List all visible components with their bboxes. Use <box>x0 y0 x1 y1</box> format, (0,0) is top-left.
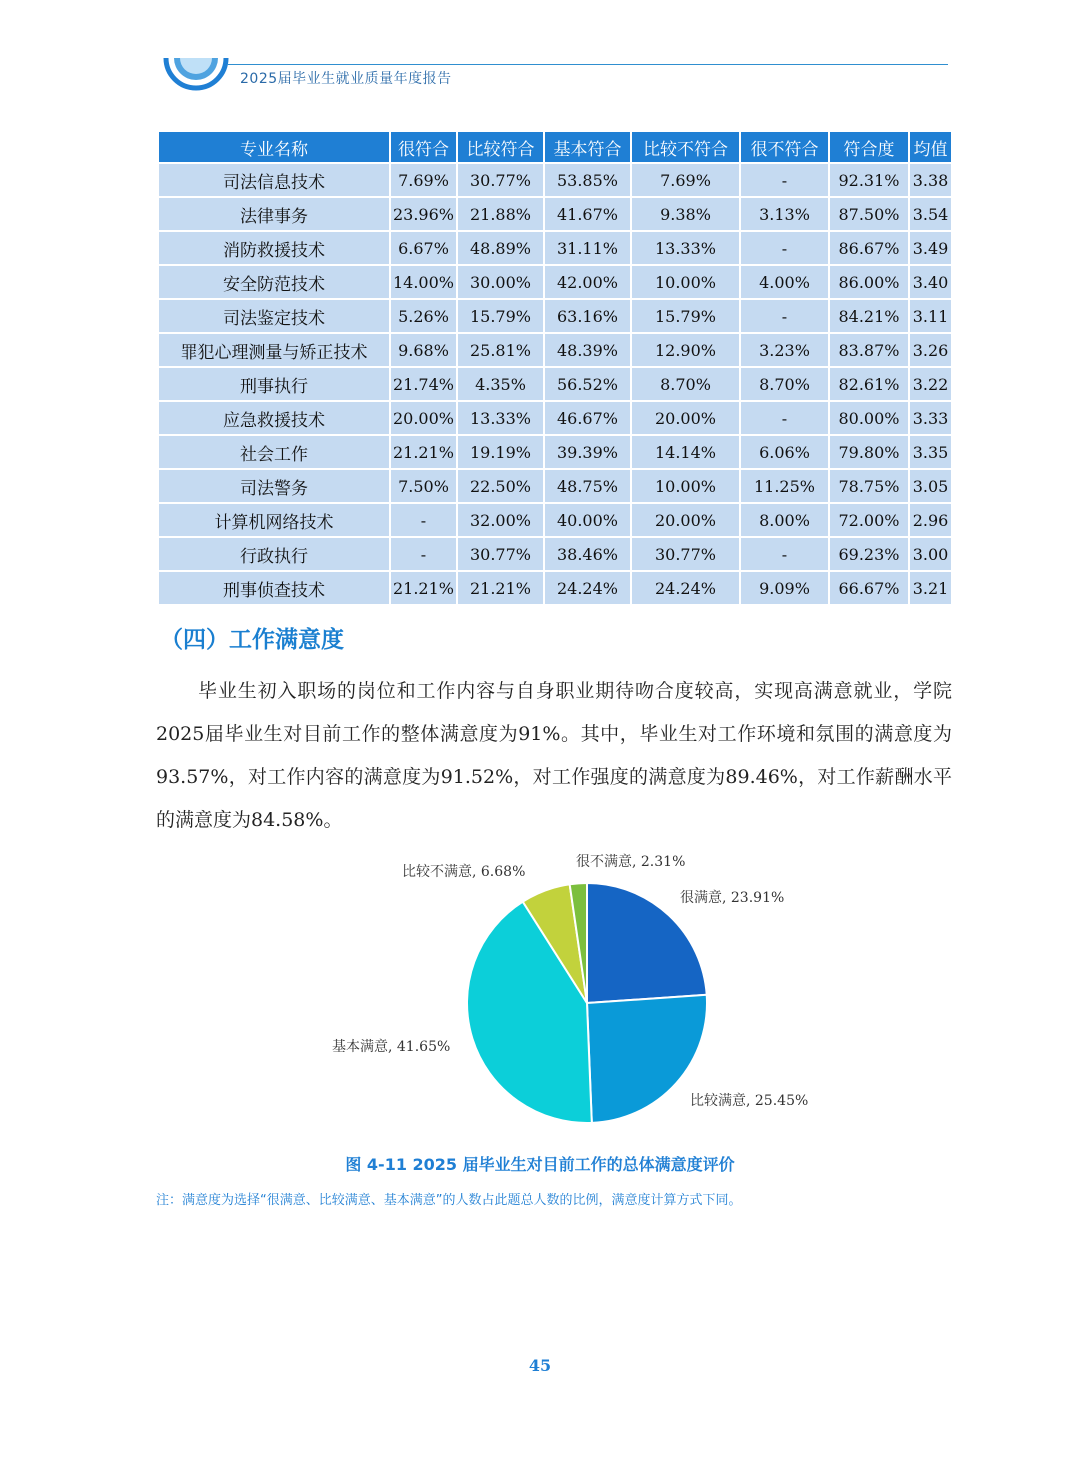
value-cell: 10.00% <box>632 266 739 298</box>
major-name-cell: 计算机网络技术 <box>159 504 389 536</box>
report-logo-icon <box>160 38 230 98</box>
value-cell: 4.00% <box>741 266 828 298</box>
satisfaction-pie-chart <box>320 848 840 1148</box>
value-cell: 20.00% <box>632 504 739 536</box>
major-name-cell: 司法警务 <box>159 470 389 502</box>
value-cell: 21.88% <box>458 198 543 230</box>
major-match-table <box>157 130 953 606</box>
value-cell: 14.00% <box>391 266 456 298</box>
value-cell: 41.67% <box>545 198 630 230</box>
value-cell: 3.33 <box>910 402 951 434</box>
pie-slice-2 <box>587 995 707 1123</box>
value-cell: 5.26% <box>391 300 456 332</box>
value-cell: 3.05 <box>910 470 951 502</box>
value-cell: - <box>741 164 828 196</box>
major-name-cell: 消防救援技术 <box>159 232 389 264</box>
value-cell: 23.96% <box>391 198 456 230</box>
value-cell: 3.23% <box>741 334 828 366</box>
value-cell: 3.00 <box>910 538 951 570</box>
value-cell: 15.79% <box>632 300 739 332</box>
major-name-cell: 安全防范技术 <box>159 266 389 298</box>
value-cell: 12.90% <box>632 334 739 366</box>
value-cell: 56.52% <box>545 368 630 400</box>
value-cell: 21.21% <box>391 436 456 468</box>
table-row <box>159 232 951 264</box>
figure-caption: 图 4-11 2025 届毕业生对目前工作的总体满意度评价 <box>345 1155 735 1174</box>
value-cell: - <box>391 538 456 570</box>
figure-note: 注：满意度为选择“很满意、比较满意、基本满意”的人数占此题总人数的比例，满意度计算方式下同。 <box>156 1193 742 1208</box>
value-cell: 7.50% <box>391 470 456 502</box>
value-cell: 3.26 <box>910 334 951 366</box>
value-cell: 14.14% <box>632 436 739 468</box>
value-cell: 80.00% <box>830 402 908 434</box>
value-cell: 21.21% <box>458 572 543 604</box>
major-name-cell: 法律事务 <box>159 198 389 230</box>
value-cell: 48.89% <box>458 232 543 264</box>
col-header: 很符合 <box>391 132 456 162</box>
value-cell: 66.67% <box>830 572 908 604</box>
value-cell: - <box>741 232 828 264</box>
major-name-cell: 应急救援技术 <box>159 402 389 434</box>
value-cell: 19.19% <box>458 436 543 468</box>
value-cell: 11.25% <box>741 470 828 502</box>
major-name-cell: 司法鉴定技术 <box>159 300 389 332</box>
col-header: 符合度 <box>830 132 908 162</box>
table-row <box>159 368 951 400</box>
value-cell: 7.69% <box>391 164 456 196</box>
value-cell: 3.21 <box>910 572 951 604</box>
value-cell: 92.31% <box>830 164 908 196</box>
value-cell: 84.21% <box>830 300 908 332</box>
value-cell: 86.67% <box>830 232 908 264</box>
value-cell: 6.06% <box>741 436 828 468</box>
col-header: 很不符合 <box>741 132 828 162</box>
value-cell: 24.24% <box>545 572 630 604</box>
col-header: 专业名称 <box>159 132 389 162</box>
major-name-cell: 社会工作 <box>159 436 389 468</box>
value-cell: 10.00% <box>632 470 739 502</box>
pie-label-5: 很不满意, 2.31% <box>576 854 686 870</box>
value-cell: 8.00% <box>741 504 828 536</box>
value-cell: 30.77% <box>458 538 543 570</box>
col-header: 比较不符合 <box>632 132 739 162</box>
table-row <box>159 470 951 502</box>
value-cell: 13.33% <box>458 402 543 434</box>
table-row <box>159 198 951 230</box>
table-row <box>159 572 951 604</box>
value-cell: 48.39% <box>545 334 630 366</box>
value-cell: 4.35% <box>458 368 543 400</box>
table-row <box>159 436 951 468</box>
value-cell: 40.00% <box>545 504 630 536</box>
value-cell: 15.79% <box>458 300 543 332</box>
value-cell: 30.00% <box>458 266 543 298</box>
value-cell: 42.00% <box>545 266 630 298</box>
value-cell: - <box>741 300 828 332</box>
value-cell: 3.54 <box>910 198 951 230</box>
value-cell: - <box>741 538 828 570</box>
value-cell: 20.00% <box>632 402 739 434</box>
value-cell: 63.16% <box>545 300 630 332</box>
pie-label-3: 基本满意, 41.65% <box>332 1039 451 1055</box>
value-cell: 53.85% <box>545 164 630 196</box>
value-cell: 21.74% <box>391 368 456 400</box>
value-cell: 25.81% <box>458 334 543 366</box>
value-cell: - <box>741 402 828 434</box>
col-header: 均值 <box>910 132 951 162</box>
value-cell: 8.70% <box>632 368 739 400</box>
col-header: 比较符合 <box>458 132 543 162</box>
major-name-cell: 行政执行 <box>159 538 389 570</box>
report-title: 2025届毕业生就业质量年度报告 <box>240 71 452 87</box>
value-cell: 9.09% <box>741 572 828 604</box>
value-cell: 30.77% <box>458 164 543 196</box>
value-cell: 2.96 <box>910 504 951 536</box>
major-name-cell: 刑事执行 <box>159 368 389 400</box>
table-row <box>159 334 951 366</box>
value-cell: 30.77% <box>632 538 739 570</box>
value-cell: 82.61% <box>830 368 908 400</box>
value-cell: 3.11 <box>910 300 951 332</box>
value-cell: 3.35 <box>910 436 951 468</box>
value-cell: 9.68% <box>391 334 456 366</box>
table-row <box>159 300 951 332</box>
value-cell: 46.67% <box>545 402 630 434</box>
value-cell: 8.70% <box>741 368 828 400</box>
value-cell: 21.21% <box>391 572 456 604</box>
table-row <box>159 164 951 196</box>
value-cell: 3.49 <box>910 232 951 264</box>
value-cell: 72.00% <box>830 504 908 536</box>
value-cell: - <box>391 504 456 536</box>
value-cell: 79.80% <box>830 436 908 468</box>
value-cell: 9.38% <box>632 198 739 230</box>
value-cell: 39.39% <box>545 436 630 468</box>
pie-label-1: 很满意, 23.91% <box>680 890 785 906</box>
body-paragraph: 毕业生初入职场的岗位和工作内容与自身职业期待吻合度较高，实现高满意就业，学院2025届毕业生对目前工作的整体满意度为91%。其中，毕业生对工作环境和氛围的满意度为93.57%，对工作内容的满意度为91.52%，对工作强度的满意度为89.46%，对工作薪酬水平的满意度为84.58%。 <box>156 680 952 831</box>
table-row <box>159 266 951 298</box>
value-cell: 31.11% <box>545 232 630 264</box>
value-cell: 3.22 <box>910 368 951 400</box>
value-cell: 24.24% <box>632 572 739 604</box>
col-header: 基本符合 <box>545 132 630 162</box>
table-row <box>159 538 951 570</box>
page-number: 45 <box>528 1356 552 1375</box>
value-cell: 48.75% <box>545 470 630 502</box>
value-cell: 87.50% <box>830 198 908 230</box>
table-row <box>159 504 951 536</box>
value-cell: 3.38 <box>910 164 951 196</box>
table-row <box>159 402 951 434</box>
value-cell: 22.50% <box>458 470 543 502</box>
value-cell: 32.00% <box>458 504 543 536</box>
value-cell: 78.75% <box>830 470 908 502</box>
pie-label-2: 比较满意, 25.45% <box>690 1093 809 1109</box>
value-cell: 83.87% <box>830 334 908 366</box>
major-name-cell: 罪犯心理测量与矫正技术 <box>159 334 389 366</box>
value-cell: 7.69% <box>632 164 739 196</box>
section-heading: （四）工作满意度 <box>160 627 344 653</box>
table-header-row <box>159 132 951 162</box>
value-cell: 3.40 <box>910 266 951 298</box>
pie-label-4: 比较不满意, 6.68% <box>402 864 526 880</box>
value-cell: 69.23% <box>830 538 908 570</box>
value-cell: 3.13% <box>741 198 828 230</box>
value-cell: 6.67% <box>391 232 456 264</box>
header-divider <box>228 64 948 65</box>
value-cell: 86.00% <box>830 266 908 298</box>
major-name-cell: 司法信息技术 <box>159 164 389 196</box>
major-name-cell: 刑事侦查技术 <box>159 572 389 604</box>
value-cell: 20.00% <box>391 402 456 434</box>
value-cell: 13.33% <box>632 232 739 264</box>
value-cell: 38.46% <box>545 538 630 570</box>
